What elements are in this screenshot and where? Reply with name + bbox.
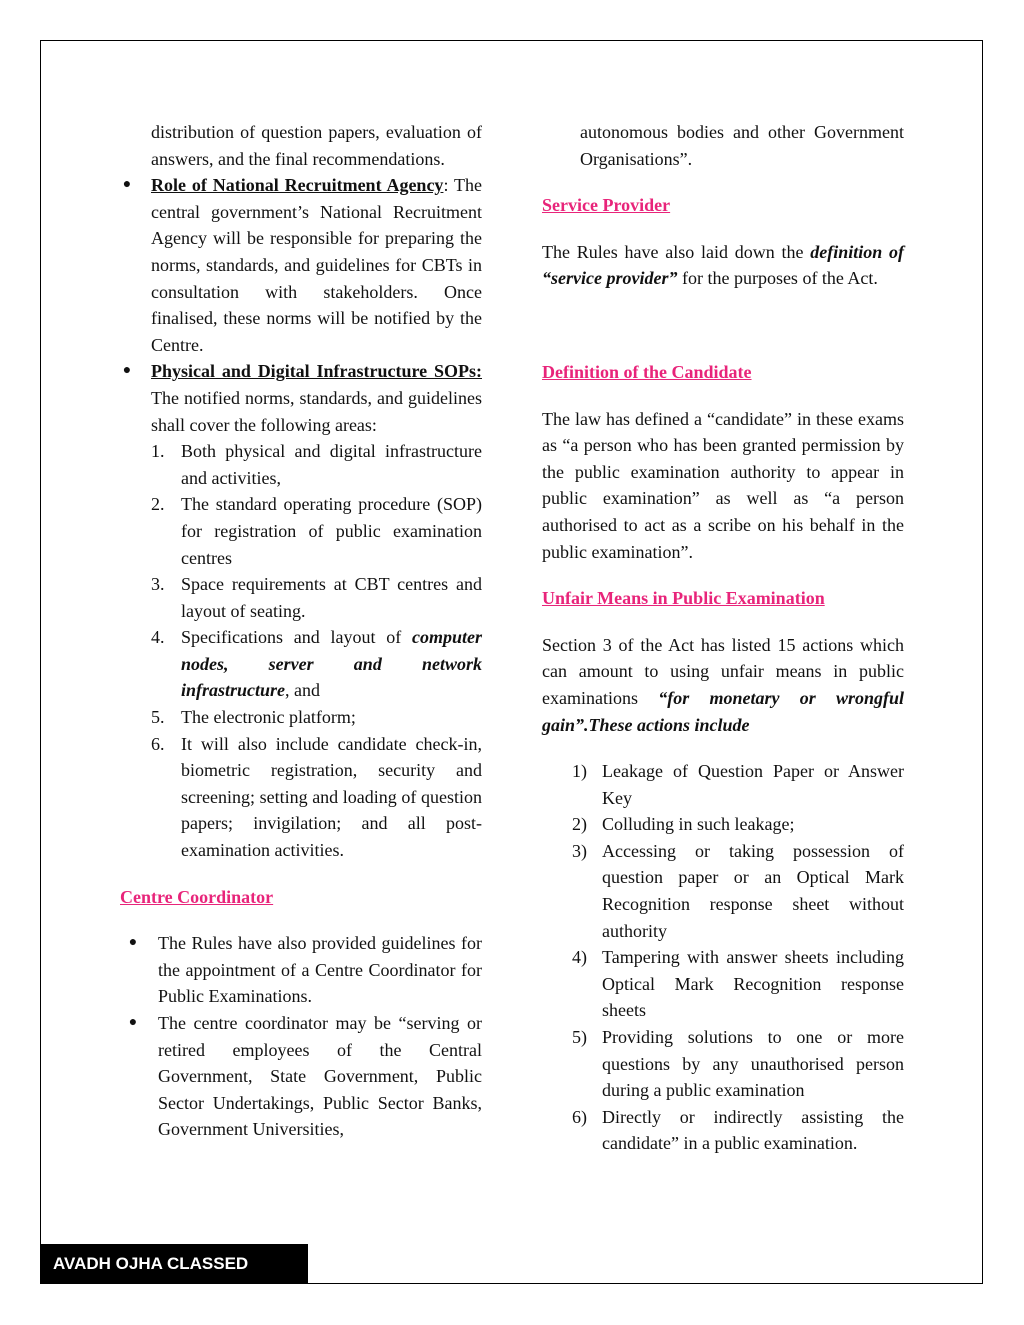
action-item bbox=[542, 838, 904, 944]
action-text: Tampering with answer sheets including Optical Mark Recognition response sheets bbox=[602, 947, 904, 1021]
bullet-text: The central government’s National Recruitment Agency will be responsible for preparing the norms, standards, and guidelines for CBTs in consultation with stakeholders. Once finalised, these norms will be notified by the Centre. bbox=[151, 175, 482, 355]
bullet-text: The Rules have also provided guidelines for the appointment of a Centre Coordinator for Public Examinations. bbox=[158, 933, 482, 1007]
item-number: 5. bbox=[151, 707, 165, 728]
unfair-means-heading: Unfair Means in Public Examination bbox=[542, 588, 825, 609]
bullet-item bbox=[120, 1010, 482, 1143]
bullet-item bbox=[120, 930, 482, 1010]
bullet-separator: : bbox=[443, 175, 449, 196]
unfair-text-pre: Section 3 of the Act has listed 15 actions which can amount to using unfair means in public examinations bbox=[542, 634, 904, 708]
item-text: It will also include candidate check-in, biometric registration, security and screening; setting and loading of question papers; invigilation; and all post-examination activities. bbox=[181, 733, 482, 861]
numbered-item bbox=[120, 438, 482, 491]
item-text: Space requirements at CBT centres and layout of seating. bbox=[181, 574, 482, 621]
numbered-item bbox=[120, 571, 482, 624]
action-number: 3) bbox=[572, 840, 587, 861]
numbered-item bbox=[120, 491, 482, 571]
action-item bbox=[542, 758, 904, 811]
right-column bbox=[542, 119, 904, 1157]
bullet-icon: ● bbox=[122, 177, 132, 193]
bullet-title: Role of National Recruitment Agency bbox=[151, 175, 444, 196]
action-text: Providing solutions to one or more questions by any unauthorised person during a public examination bbox=[602, 1027, 904, 1101]
left-column bbox=[120, 119, 482, 1143]
footer-brand-label: AVADH OJHA CLASSED bbox=[40, 1244, 308, 1284]
action-text: Leakage of Question Paper or Answer Key bbox=[602, 761, 904, 808]
numbered-item bbox=[120, 731, 482, 864]
unfair-text-emphasis: “for monetary or wrongful gain”.These actions include bbox=[542, 687, 904, 735]
bullet-icon: ● bbox=[128, 935, 138, 951]
service-provider-paragraph bbox=[542, 239, 904, 292]
service-text-post: for the purposes of the Act. bbox=[677, 268, 878, 289]
item-text-emphasis: computer nodes, server and network infrastructure bbox=[181, 627, 482, 701]
item-number: 4. bbox=[151, 627, 165, 648]
service-provider-heading: Service Provider bbox=[542, 195, 671, 216]
action-item bbox=[542, 1104, 904, 1157]
action-item bbox=[542, 1024, 904, 1104]
action-number: 4) bbox=[572, 947, 587, 968]
numbered-item bbox=[120, 704, 482, 731]
unfair-means-paragraph bbox=[542, 632, 904, 738]
bullet-item bbox=[120, 172, 482, 358]
action-number: 2) bbox=[572, 814, 587, 835]
item-number: 2. bbox=[151, 494, 165, 515]
item-text: Both physical and digital infrastructure and activities, bbox=[181, 441, 482, 488]
action-number: 5) bbox=[572, 1027, 587, 1048]
candidate-heading: Definition of the Candidate bbox=[542, 361, 752, 382]
bullet-text: The centre coordinator may be “serving or retired employees of the Central Government, State Government, Public Sector Undertakings, Public Sector Banks, Government Universities, bbox=[158, 1013, 482, 1140]
service-text-emphasis: definition of “service provider” bbox=[542, 241, 904, 289]
action-text: Accessing or taking possession of question paper or an Optical Mark Recognition response sheet without authority bbox=[602, 840, 904, 941]
action-number: 1) bbox=[572, 761, 587, 782]
action-item bbox=[542, 811, 904, 838]
bullet-title: Physical and Digital Infrastructure SOPs: bbox=[151, 361, 482, 382]
bullet-icon: ● bbox=[122, 363, 132, 379]
item-text: The electronic platform; bbox=[181, 707, 356, 728]
action-text: Directly or indirectly assisting the candidate” in a public examination. bbox=[602, 1106, 904, 1154]
candidate-paragraph: The law has defined a “candidate” in these exams as “a person who has been granted permission by the public examination authority to appear in public examination” as well as “a person authorised to act as a scribe on his behalf in the public examination”. bbox=[542, 408, 904, 562]
bullet-icon: ● bbox=[128, 1015, 138, 1030]
centre-coordinator-heading: Centre Coordinator bbox=[120, 886, 274, 907]
bullet-item bbox=[120, 358, 482, 438]
item-number: 3. bbox=[151, 574, 165, 595]
item-number: 1. bbox=[151, 441, 165, 462]
continuation-paragraph: autonomous bodies and other Government Organisations”. bbox=[580, 122, 904, 169]
numbered-item bbox=[120, 624, 482, 704]
action-item bbox=[542, 944, 904, 1024]
intro-paragraph: distribution of question papers, evaluation of answers, and the final recommendations. bbox=[151, 122, 482, 169]
item-number: 6. bbox=[151, 733, 165, 754]
service-text-pre: The Rules have also laid down the bbox=[542, 241, 811, 262]
action-text: Colluding in such leakage; bbox=[602, 814, 795, 835]
bullet-text: The notified norms, standards, and guidelines shall cover the following areas: bbox=[151, 387, 482, 435]
action-number: 6) bbox=[572, 1106, 587, 1127]
item-text: The standard operating procedure (SOP) for registration of public examination centres bbox=[181, 494, 482, 568]
item-text-pre: Specifications and layout of bbox=[181, 627, 412, 648]
item-text-post: , and bbox=[285, 680, 321, 701]
